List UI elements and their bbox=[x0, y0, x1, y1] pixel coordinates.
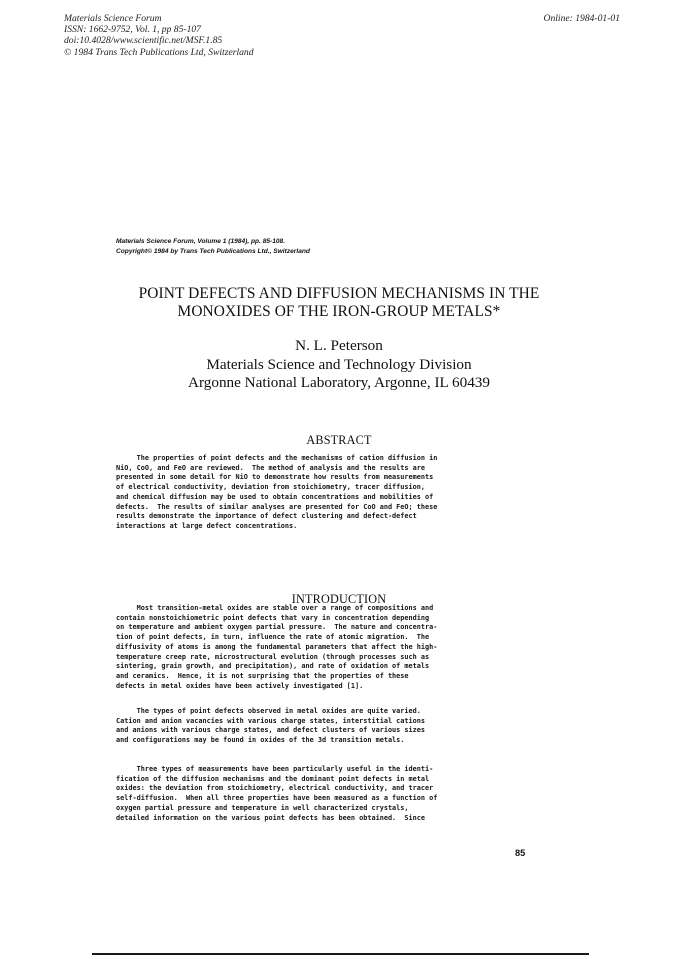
footer-divider bbox=[92, 953, 589, 955]
text-line: and chemical diffusion may be used to obtain concentrations and mobilities of bbox=[116, 492, 434, 501]
online-date: Online: 1984-01-01 bbox=[543, 13, 620, 24]
introduction-paragraph-3 bbox=[116, 765, 437, 823]
paper-title bbox=[100, 285, 578, 320]
text-line: oxides: the deviation from stoichiometry, electrical conductivity, and tracer bbox=[116, 784, 434, 793]
title-line-2: MONOXIDES OF THE IRON-GROUP METALS* bbox=[177, 302, 501, 320]
page-number: 85 bbox=[515, 848, 526, 858]
text-line: The types of point defects observed in metal oxides are quite varied. bbox=[116, 707, 421, 715]
text-line: fication of the diffusion mechanisms and the dominant point defects in metal bbox=[116, 774, 430, 783]
issn-line: ISSN: 1662-9752, Vol. 1, pp 85-107 bbox=[64, 24, 201, 36]
author-block bbox=[100, 337, 578, 393]
introduction-paragraph-1 bbox=[116, 604, 437, 691]
text-line: and anions with various charge states, and defect clusters of various sizes bbox=[116, 726, 426, 735]
author-name: N. L. Peterson bbox=[295, 337, 383, 354]
text-line: defects in metal oxides have been actively investigated [1]. bbox=[116, 681, 364, 690]
doi-link[interactable]: doi:10.4028/www.scientific.net/MSF.1.85 bbox=[64, 35, 223, 47]
abstract-heading: ABSTRACT bbox=[306, 433, 372, 447]
text-line: tion of point defects, in turn, influence the rate of atomic migration. The bbox=[116, 633, 430, 642]
author-division: Materials Science and Technology Division bbox=[206, 355, 472, 373]
text-line: NiO, CoO, and FeO are reviewed. The method of analysis and the results are bbox=[116, 463, 426, 472]
text-line: results demonstrate the importance of defect clustering and defect-defect bbox=[116, 512, 417, 521]
text-line: self-diffusion. When all three properties have been measured as a function of bbox=[116, 794, 438, 803]
text-line: Cation and anion vacancies with various charge states, interstitial cations bbox=[116, 716, 426, 725]
repository-header bbox=[64, 13, 254, 58]
text-line: defects. The results of similar analyses are presented for CoO and FeO; these bbox=[116, 502, 438, 511]
introduction-heading: INTRODUCTION bbox=[291, 592, 387, 606]
text-line: oxygen partial pressure and temperature in well characterized crystals, bbox=[116, 803, 409, 812]
abstract-body bbox=[116, 454, 437, 532]
text-line: Three types of measurements have been particularly useful in the identi- bbox=[116, 765, 434, 773]
text-line: interactions at large defect concentrations. bbox=[116, 522, 298, 531]
journal-name: Materials Science Forum bbox=[64, 13, 162, 24]
copyright-line: © 1984 Trans Tech Publications Ltd, Switzerland bbox=[64, 46, 254, 58]
copyright-notice: Copyright© 1984 by Trans Tech Publications Ltd., Switzerland bbox=[116, 247, 310, 255]
text-line: The properties of point defects and the mechanisms of cation diffusion in bbox=[116, 454, 438, 462]
text-line: presented in some detail for NiO to demonstrate how results from measurements bbox=[116, 473, 434, 482]
text-line: on temperature and ambient oxygen partial pressure. The nature and concentra- bbox=[116, 623, 438, 632]
author-affiliation: Argonne National Laboratory, Argonne, IL 60439 bbox=[188, 374, 490, 391]
title-line-1: POINT DEFECTS AND DIFFUSION MECHANISMS IN THE bbox=[138, 285, 540, 302]
text-line: sintering, grain growth, and precipitation), and rate of oxidation of metals bbox=[116, 662, 430, 671]
text-line: and ceramics. Hence, it is not surprising that the properties of these bbox=[116, 672, 409, 681]
text-line: Most transition-metal oxides are stable over a range of compositions and bbox=[116, 604, 434, 612]
text-line: diffusivity of atoms is among the fundamental parameters that affect the high- bbox=[116, 642, 438, 651]
text-line: contain nonstoichiometric point defects that vary in concentration depending bbox=[116, 613, 430, 622]
text-line: of electrical conductivity, deviation from stoichiometry, tracer diffusion, bbox=[116, 483, 426, 492]
text-line: temperature creep rate, microstructural evolution (through processes such as bbox=[116, 652, 430, 661]
text-line: detailed information on the various point defects has been obtained. Since bbox=[116, 813, 426, 822]
introduction-paragraph-2 bbox=[116, 707, 425, 746]
text-line: and configurations may be found in oxides of the 3d transition metals. bbox=[116, 736, 405, 745]
citation-line: Materials Science Forum, Volume 1 (1984), pp. 85-108. bbox=[116, 238, 286, 245]
citation-block bbox=[116, 237, 310, 257]
